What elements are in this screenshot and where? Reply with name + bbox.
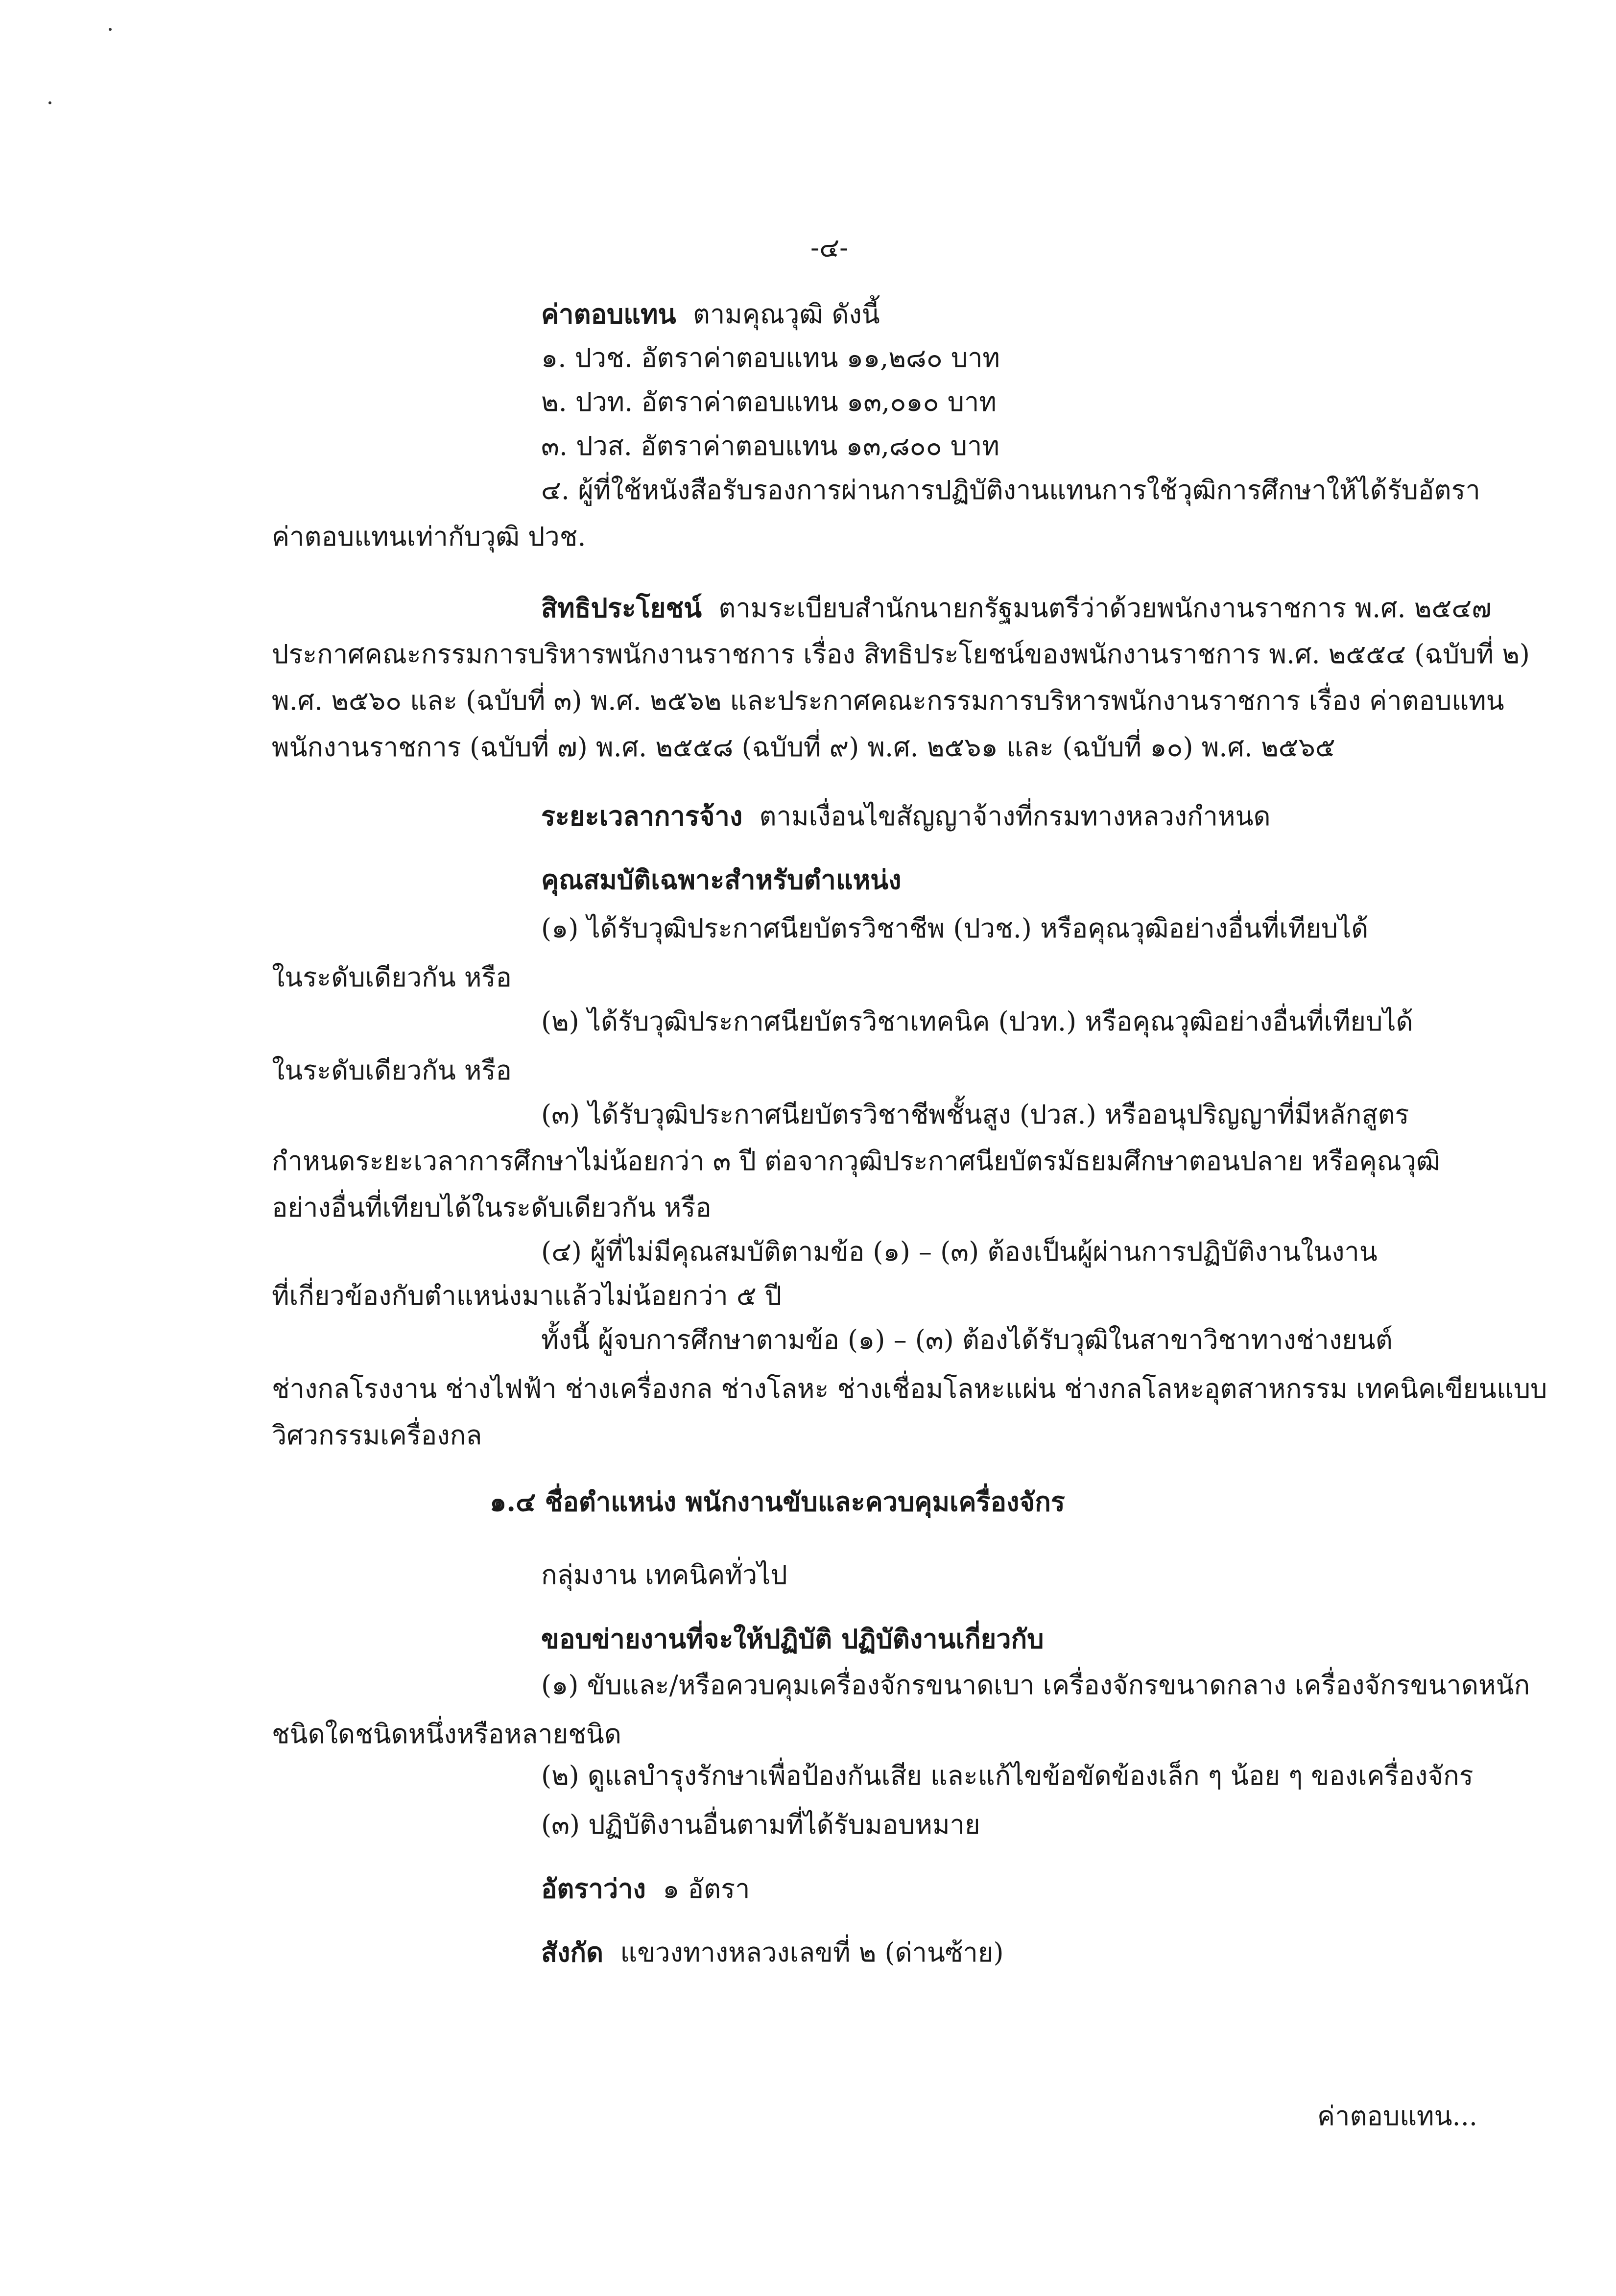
compensation-item-4-line1: ๔. ผู้ที่ใช้หนังสือรับรองการผ่านการปฏิบัติงานแทนการใช้วุฒิการศึกษาให้ได้รับอัตรา xyxy=(541,475,1480,505)
qualification-1-line2: ในระดับเดียวกัน หรือ xyxy=(272,962,512,993)
compensation-heading: ค่าตอบแทน xyxy=(541,298,676,330)
qualification-4-line1: (๔) ผู้ที่ไม่มีคุณสมบัติตามข้อ (๑) – (๓) ต้องเป็นผู้ผ่านการปฏิบัติงานในงาน xyxy=(541,1236,1378,1267)
qualification-4-line2: ที่เกี่ยวข้องกับตำแหน่งมาแล้วไม่น้อยกว่า ๕ ปี xyxy=(272,1280,782,1311)
qualification-2-line1: (๒) ได้รับวุฒิประกาศนียบัตรวิชาเทคนิค (ปวท.) หรือคุณวุฒิอย่างอื่นที่เทียบได้ xyxy=(541,1006,1413,1037)
employment-period-rest: ตามเงื่อนไขสัญญาจ้างที่กรมทางหลวงกำหนด xyxy=(759,801,1271,832)
scope-1-line1: (๑) ขับและ/หรือควบคุมเครื่องจักรขนาดเบา เครื่องจักรขนาดกลาง เครื่องจักรขนาดหนัก xyxy=(541,1670,1530,1700)
qualifications-heading: คุณสมบัติเฉพาะสำหรับตำแหน่ง xyxy=(541,864,902,895)
compensation-heading-rest: ตามคุณวุฒิ ดังนี้ xyxy=(692,299,880,330)
compensation-item-1: ๑. ปวช. อัตราค่าตอบแทน ๑๑,๒๘๐ บาท xyxy=(541,342,1000,373)
employment-period-line xyxy=(541,798,1271,834)
benefits-line3: พ.ศ. ๒๕๖๐ และ (ฉบับที่ ๓) พ.ศ. ๒๕๖๒ และประกาศคณะกรรมการบริหารพนักงานราชการ เรื่อง ค่าตอบแทน xyxy=(272,685,1504,716)
vacancy-heading: อัตราว่าง xyxy=(541,1873,646,1904)
benefits-heading: สิทธิประโยชน์ xyxy=(541,592,702,623)
compensation-item-4-line2: ค่าตอบแทนเท่ากับวุฒิ ปวช. xyxy=(272,521,586,552)
benefits-line2: ประกาศคณะกรรมการบริหารพนักงานราชการ เรื่อง สิทธิประโยชน์ของพนักงานราชการ พ.ศ. ๒๕๕๔ (ฉบับที่ ๒) xyxy=(272,639,1530,670)
qualification-3-line2: กำหนดระยะเวลาการศึกษาไม่น้อยกว่า ๓ ปี ต่อจากวุฒิประกาศนียบัตรมัธยมศึกษาตอนปลาย หรือคุณวุฒิ xyxy=(272,1146,1440,1176)
scope-heading: ขอบข่ายงานที่จะให้ปฏิบัติ ปฏิบัติงานเกี่ยวกับ xyxy=(541,1623,1044,1654)
qualification-1-line1: (๑) ได้รับวุฒิประกาศนียบัตรวิชาชีพ (ปวช.) หรือคุณวุฒิอย่างอื่นที่เทียบได้ xyxy=(541,913,1369,944)
qualifications-note-line3: วิศวกรรมเครื่องกล xyxy=(272,1420,482,1451)
vacancy-value: ๑ อัตรา xyxy=(663,1873,750,1904)
qualifications-note-line1: ทั้งนี้ ผู้จบการศึกษาตามข้อ (๑) – (๓) ต้องได้รับวุฒิในสาขาวิชาทางช่างยนต์ xyxy=(541,1324,1393,1355)
scan-speck xyxy=(109,28,112,31)
page-number: -๔- xyxy=(810,232,849,263)
compensation-item-3: ๓. ปวส. อัตราค่าตอบแทน ๑๓,๘๐๐ บาท xyxy=(541,430,999,461)
vacancy-line xyxy=(541,1871,750,1907)
work-group: กลุ่มงาน เทคนิคทั่วไป xyxy=(541,1559,787,1590)
affiliation-line xyxy=(541,1935,1004,1970)
affiliation-heading: สังกัด xyxy=(541,1937,604,1968)
benefits-line1-rest: ตามระเบียบสำนักนายกรัฐมนตรีว่าด้วยพนักงานราชการ พ.ศ. ๒๕๔๗ xyxy=(718,593,1492,623)
qualification-3-line3: อย่างอื่นที่เทียบได้ในระดับเดียวกัน หรือ xyxy=(272,1192,712,1223)
qualification-3-line1: (๓) ได้รับวุฒิประกาศนียบัตรวิชาชีพชั้นสูง (ปวส.) หรืออนุปริญญาที่มีหลักสูตร xyxy=(541,1099,1409,1130)
compensation-heading-line xyxy=(541,296,880,332)
benefits-line4: พนักงานราชการ (ฉบับที่ ๗) พ.ศ. ๒๕๕๘ (ฉบับที่ ๙) พ.ศ. ๒๕๖๑ และ (ฉบับที่ ๑๐) พ.ศ. ๒๕๖๕ xyxy=(272,732,1335,763)
qualification-2-line2: ในระดับเดียวกัน หรือ xyxy=(272,1055,512,1086)
compensation-item-2: ๒. ปวท. อัตราค่าตอบแทน ๑๓,๐๑๐ บาท xyxy=(541,386,997,417)
scan-speck xyxy=(48,101,51,104)
affiliation-value: แขวงทางหลวงเลขที่ ๒ (ด่านซ้าย) xyxy=(620,1937,1004,1968)
scope-1-line2: ชนิดใดชนิดหนึ่งหรือหลายชนิด xyxy=(272,1719,621,1749)
continuation-text: ค่าตอบแทน... xyxy=(1317,2101,1478,2131)
employment-period-heading: ระยะเวลาการจ้าง xyxy=(541,800,743,832)
qualifications-note-line2: ช่างกลโรงงาน ช่างไฟฟ้า ช่างเครื่องกล ช่างโลหะ ช่างเชื่อมโลหะแผ่น ช่างกลโลหะอุตสาหกรรม เทคนิคเขียนแบบ xyxy=(272,1373,1547,1404)
benefits-line1 xyxy=(541,590,1492,626)
scope-2: (๒) ดูแลบำรุงรักษาเพื่อป้องกันเสีย และแก้ไขข้อขัดข้องเล็ก ๆ น้อย ๆ ของเครื่องจักร xyxy=(541,1760,1473,1791)
position-title: ๑.๔ ชื่อตำแหน่ง พนักงานขับและควบคุมเครื่องจักร xyxy=(490,1486,1065,1517)
scope-3: (๓) ปฏิบัติงานอื่นตามที่ได้รับมอบหมาย xyxy=(541,1809,980,1840)
